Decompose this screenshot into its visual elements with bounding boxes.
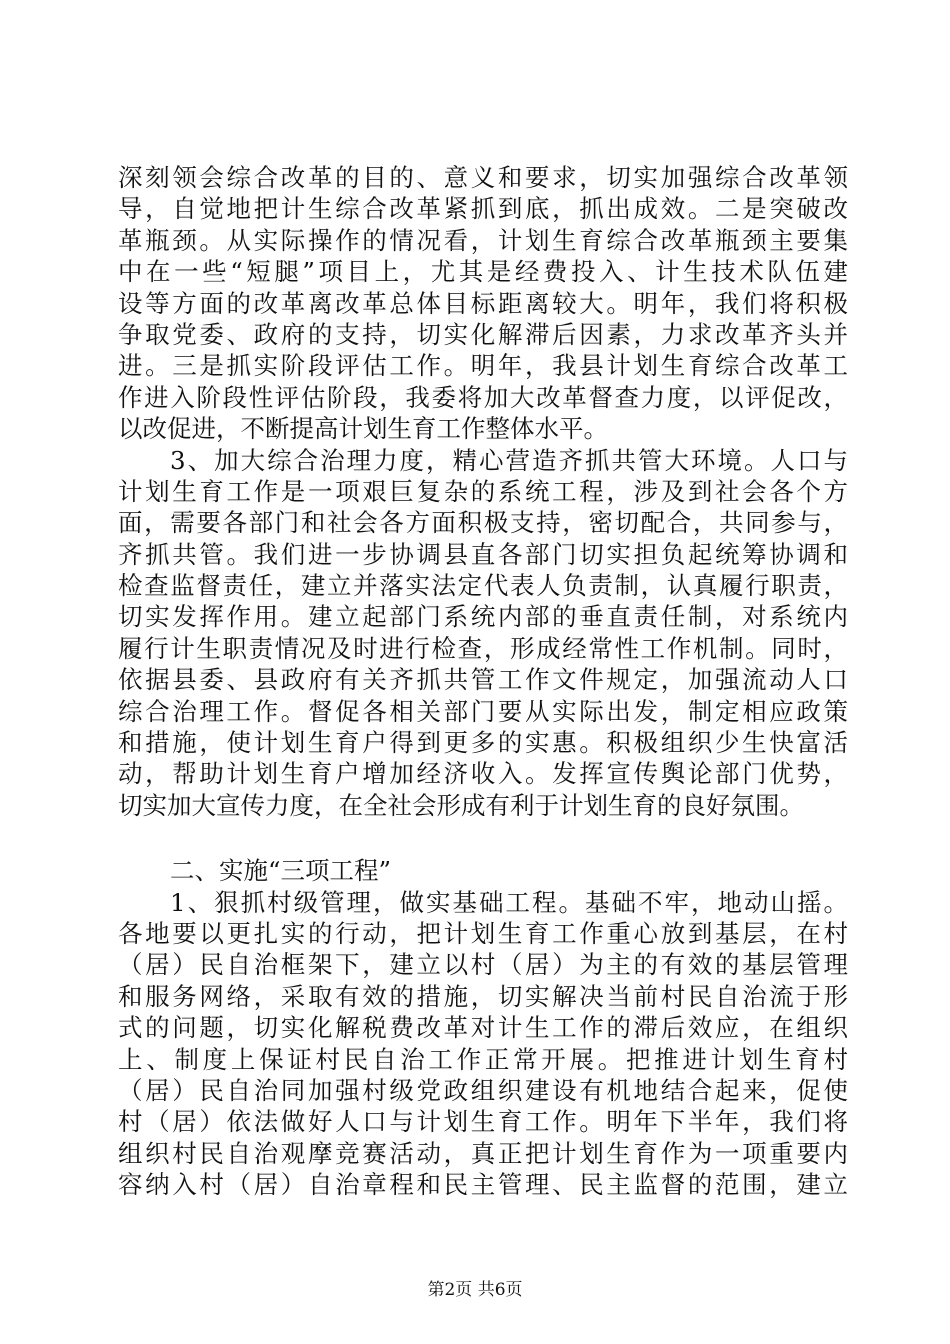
text-line: 各地要以更扎实的行动，把计划生育工作重心放到基层，在村 — [118, 918, 848, 948]
text-line: 争取党委、政府的支持，切实化解滞后因素，力求改革齐头并 — [118, 319, 848, 349]
text-line: 切实加大宣传力度，在全社会形成有利于计划生育的良好氛围。 — [118, 790, 804, 820]
text-line: 深刻领会综合改革的目的、意义和要求，切实加强综合改革领 — [118, 163, 848, 192]
text-line: 和措施，使计划生育户得到更多的实惠。积极组织少生快富活 — [118, 728, 848, 758]
text-line: 计划生育工作是一项艰巨复杂的系统工程，涉及到社会各个方 — [118, 476, 848, 506]
text-line: 式的问题，切实化解税费改革对计生工作的滞后效应，在组织 — [118, 1013, 848, 1043]
text-line: 面，需要各部门和社会各方面积极支持，密切配合，共同参与， — [118, 508, 848, 538]
text-line: 进。三是抓实阶段评估工作。明年，我县计划生育综合改革工 — [118, 351, 848, 381]
text-line: 履行计生职责情况及时进行检查，形成经常性工作机制。同时， — [118, 633, 848, 663]
text-line: 组织村民自治观摩竞赛活动，真正把计划生育作为一项重要内 — [118, 1138, 848, 1168]
text-line: 作进入阶段性评估阶段，我委将加大改革督查力度，以评促改， — [118, 382, 848, 412]
text-line: 检查监督责任，建立并落实法定代表人负责制，认真履行职责， — [118, 571, 848, 601]
body-text — [118, 162, 848, 1201]
blank-line — [118, 821, 848, 855]
text-line: 以改促进，不断提高计划生育工作整体水平。 — [118, 414, 608, 444]
text-line: （居）民自治同加强村级党政组织建设有机地结合起来，促使 — [118, 1075, 848, 1105]
text-line: 综合治理工作。督促各相关部门要从实际出发，制定相应政策 — [118, 696, 848, 726]
text-line: 村（居）依法做好人口与计划生育工作。明年下半年，我们将 — [118, 1107, 848, 1137]
text-line: 依据县委、县政府有关齐抓共管工作文件规定，加强流动人口 — [118, 665, 848, 695]
paragraph-start-line: 3、加大综合治理力度，精心营造齐抓共管大环境。人口与 — [170, 445, 848, 475]
text-line: 中在一些“短腿”项目上，尤其是经费投入、计生技术队伍建 — [118, 257, 848, 287]
text-line: （居）民自治框架下，建立以村（居）为主的有效的基层管理 — [118, 950, 848, 980]
text-line: 动，帮助计划生育户增加经济收入。发挥宣传舆论部门优势， — [118, 759, 848, 789]
text-line: 齐抓共管。我们进一步协调县直各部门切实担负起统筹协调和 — [118, 539, 848, 569]
page-footer: 第2页 共6页 — [427, 1280, 523, 1300]
section-heading: 二、实施“三项工程” — [170, 856, 392, 886]
text-line: 上、制度上保证村民自治工作正常开展。把推进计划生育村 — [118, 1044, 848, 1074]
text-line: 革瓶颈。从实际操作的情况看，计划生育综合改革瓶颈主要集 — [118, 225, 848, 255]
text-line: 和服务网络，采取有效的措施，切实解决当前村民自治流于形 — [118, 981, 848, 1011]
text-line: 导，自觉地把计生综合改革紧抓到底，抓出成效。二是突破改 — [118, 194, 848, 224]
text-line: 设等方面的改革离改革总体目标距离较大。明年，我们将积极 — [118, 288, 848, 318]
text-line: 容纳入村（居）自治章程和民主管理、民主监督的范围，建立 — [118, 1170, 848, 1200]
paragraph-start-line: 1、狠抓村级管理，做实基础工程。基础不牢，地动山摇。 — [170, 887, 848, 917]
text-line: 切实发挥作用。建立起部门系统内部的垂直责任制，对系统内 — [118, 602, 848, 632]
